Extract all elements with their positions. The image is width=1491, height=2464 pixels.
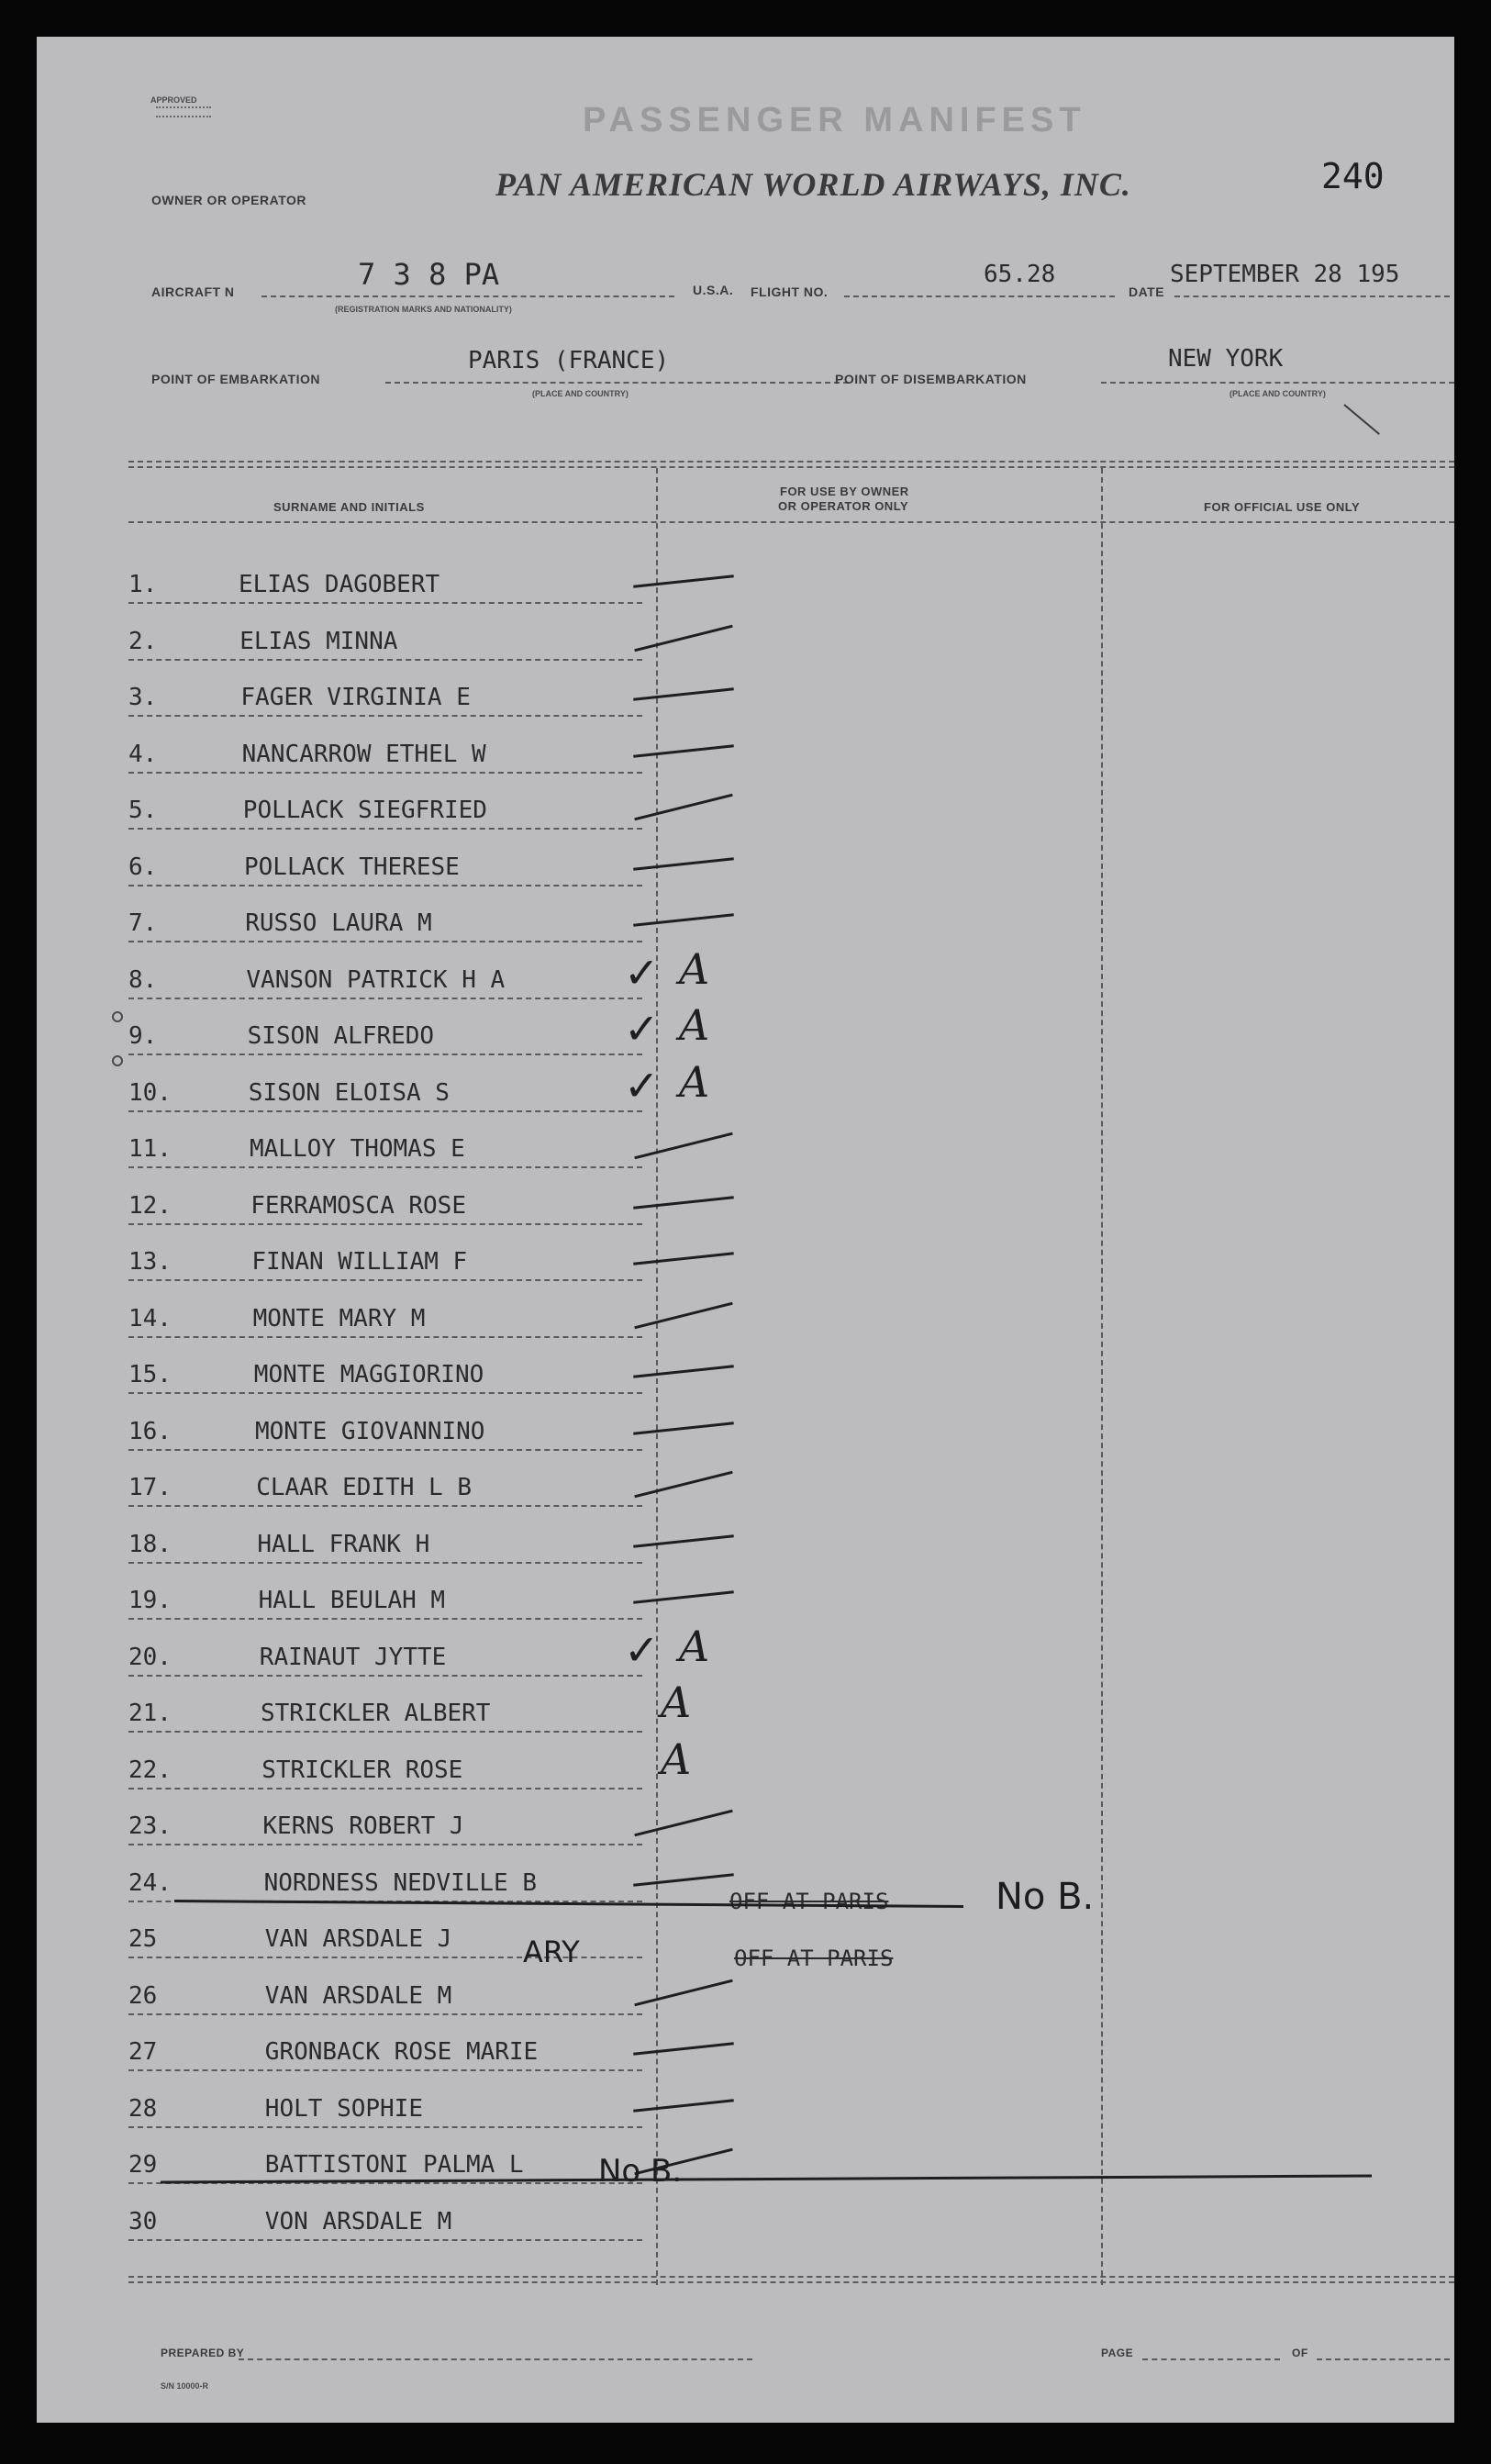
row-underline <box>128 828 642 830</box>
passenger-number: 7. <box>128 909 158 937</box>
passenger-number: 25 <box>128 1925 158 1953</box>
row-underline <box>128 2126 642 2128</box>
registration-caption: (REGISTRATION MARKS AND NATIONALITY) <box>335 305 512 314</box>
col-header-official: FOR OFFICIAL USE ONLY <box>1204 500 1361 514</box>
check-mark-tick <box>634 1810 732 1837</box>
row-underline <box>128 1618 642 1620</box>
embarkation-label: POINT OF EMBARKATION <box>151 372 320 386</box>
no-b-note-25: No B. <box>996 1876 1095 1918</box>
passenger-row <box>37 1803 734 1858</box>
row-underline <box>128 602 642 604</box>
table-top-rule <box>128 461 1454 463</box>
manifest-sheet <box>37 37 1454 2423</box>
passenger-name: HOLT SOPHIE <box>264 2094 423 2123</box>
passenger-name: MONTE MAGGIORINO <box>253 1361 484 1388</box>
passenger-number: 3. <box>128 684 158 711</box>
passenger-name: ELIAS DAGOBERT <box>239 571 440 598</box>
passenger-number: 13. <box>128 1248 172 1276</box>
passenger-name: FINAN WILLIAM F <box>251 1248 468 1276</box>
a-mark: A <box>679 1000 710 1050</box>
passenger-number: 15. <box>128 1361 172 1388</box>
ary-handwritten: ARY <box>523 1934 580 1969</box>
form-title: PASSENGER MANIFEST <box>583 101 1086 139</box>
passenger-name: VAN ARSDALE J <box>264 1925 452 1953</box>
passenger-name: RUSSO LAURA M <box>245 909 432 937</box>
passenger-number: 9. <box>128 1022 158 1050</box>
check-mark-tick <box>633 1252 734 1265</box>
row-underline <box>128 2069 642 2071</box>
passenger-name: POLLACK SIEGFRIED <box>242 797 487 824</box>
passenger-name: STRICKLER ROSE <box>261 1756 463 1784</box>
row-underline <box>128 1844 642 1845</box>
passenger-number: 14. <box>128 1304 172 1332</box>
check-mark-tick <box>633 744 734 757</box>
passenger-number: 6. <box>128 853 158 881</box>
passenger-name: FERRAMOSCA ROSE <box>250 1191 466 1220</box>
row-underline <box>128 1223 642 1225</box>
passenger-number: 18. <box>128 1530 172 1558</box>
row-underline <box>128 1675 642 1677</box>
row-underline <box>128 1166 642 1168</box>
row-underline <box>128 1788 642 1789</box>
check-mark-tick <box>633 687 734 700</box>
passenger-row <box>37 787 734 842</box>
passenger-number: 21. <box>128 1700 172 1727</box>
passenger-row <box>37 2029 734 2084</box>
passenger-name: GRONBACK ROSE MARIE <box>264 2038 539 2066</box>
of-label: OF <box>1292 2347 1308 2359</box>
passenger-name: KERNS ROBERT J <box>262 1812 464 1840</box>
passenger-name: FAGER VIRGINIA E <box>240 684 471 711</box>
passenger-row <box>37 1678 734 1745</box>
passenger-row <box>37 1916 734 1971</box>
check-mark-tick <box>634 1979 732 2006</box>
check-mark-tick <box>633 857 734 870</box>
passenger-row <box>37 1126 734 1181</box>
row-underline <box>128 1110 642 1112</box>
disembarkation-label: POINT OF DISEMBARKATION <box>835 372 1027 386</box>
passenger-number: 5. <box>128 797 158 824</box>
check-mark-tick <box>634 1471 732 1499</box>
a-mark: A <box>679 1621 710 1671</box>
a-mark: A <box>679 943 710 994</box>
airline-name: PAN AMERICAN WORLD AIRWAYS, INC. <box>495 166 1131 203</box>
passenger-row <box>37 1465 734 1520</box>
col-header-surname: SURNAME AND INITIALS <box>273 500 425 514</box>
passenger-row <box>37 1056 734 1125</box>
passenger-number: 17. <box>128 1474 172 1501</box>
check-mark-tick <box>633 1365 734 1377</box>
check-mark-tick <box>633 1873 734 1886</box>
passenger-number: 28 <box>128 2094 158 2123</box>
check-mark-tick <box>633 1534 734 1547</box>
check-mark-tick <box>633 2042 734 2055</box>
pen-stroke <box>1343 404 1380 435</box>
aircraft-label: AIRCRAFT N <box>151 284 235 299</box>
a-mark: A <box>679 1056 710 1107</box>
check-mark-tick <box>633 913 734 926</box>
column-divider-2 <box>1101 468 1103 2285</box>
passenger-name: VANSON PATRICK H A <box>246 965 506 994</box>
passenger-number: 12. <box>128 1191 172 1220</box>
passenger-name: SISON ELOISA S <box>248 1078 450 1107</box>
aircraft-value: 7 3 8 PA <box>358 257 500 292</box>
passenger-name: NORDNESS NEDVILLE B <box>263 1868 538 1897</box>
passenger-number: 20. <box>128 1643 172 1671</box>
approval-lines <box>156 106 211 112</box>
row-underline <box>128 772 642 774</box>
passenger-row <box>37 675 734 730</box>
passenger-row <box>37 844 734 899</box>
passenger-name: MONTE GIOVANNINO <box>255 1417 485 1445</box>
passenger-row <box>37 1352 734 1407</box>
passenger-name: RAINAUT JYTTE <box>259 1643 447 1671</box>
table-bottom-rule <box>128 2276 1454 2278</box>
row-underline <box>128 2239 642 2241</box>
passenger-number: 30 <box>128 2207 158 2235</box>
check-mark-tick <box>633 1422 734 1434</box>
row-underline <box>128 885 642 886</box>
flight-value: 65.28 <box>984 261 1056 288</box>
check-mark-tick <box>634 1132 732 1160</box>
form-code: S/N 10000-R <box>161 2381 209 2391</box>
owner-label: OWNER OR OPERATOR <box>151 193 306 207</box>
check-mark-tick <box>633 574 734 587</box>
passenger-row <box>37 731 734 786</box>
passenger-row <box>37 1973 734 2028</box>
passenger-name: POLLACK THERESE <box>244 853 460 881</box>
usa-label: U.S.A. <box>693 283 734 297</box>
date-label: DATE <box>1129 284 1165 299</box>
passenger-row <box>37 619 734 674</box>
row-underline <box>128 1731 642 1733</box>
a-mark: A <box>661 1678 692 1727</box>
prepared-by-label: PREPARED BY <box>161 2347 245 2359</box>
no-b-note-30: No B. <box>598 2153 683 2190</box>
passenger-name: STRICKLER ALBERT <box>261 1700 491 1727</box>
row-underline <box>128 1054 642 1055</box>
passenger-name: CLAAR EDITH L B <box>256 1474 472 1501</box>
passenger-number: 19. <box>128 1587 172 1614</box>
passenger-number: 23. <box>128 1812 172 1840</box>
check-mark-tick <box>633 1590 734 1603</box>
col-header-owner-2: OR OPERATOR ONLY <box>778 499 909 513</box>
row-underline <box>128 1449 642 1451</box>
embarkation-caption: (PLACE AND COUNTRY) <box>532 389 629 398</box>
approval-stamp: APPROVED <box>150 95 197 105</box>
embarkation-value: PARIS (FRANCE) <box>468 347 670 374</box>
passenger-number: 26 <box>128 1981 158 2010</box>
passenger-row <box>37 1296 734 1351</box>
passenger-number: 8. <box>128 965 158 994</box>
check-mark-tick <box>634 624 732 652</box>
passenger-row <box>37 2086 734 2141</box>
passenger-name: ELIAS MINNA <box>239 627 398 655</box>
passenger-number: 1. <box>128 571 158 598</box>
passenger-number: 27 <box>128 2038 158 2066</box>
check-mark-tick <box>633 2099 734 2112</box>
check-mark: ✓ <box>624 1004 660 1054</box>
check-mark-tick <box>634 1301 732 1329</box>
row-underline <box>128 2013 642 2015</box>
passenger-row <box>37 1621 734 1689</box>
page-stamp-number: 240 <box>1321 156 1385 196</box>
row-underline <box>128 998 642 999</box>
row-underline <box>128 1336 642 1338</box>
passenger-row <box>37 1522 734 1577</box>
row-underline <box>128 941 642 942</box>
passenger-name: VON ARSDALE M <box>264 2207 452 2235</box>
disembarkation-caption: (PLACE AND COUNTRY) <box>1230 389 1326 398</box>
col-header-owner-1: FOR USE BY OWNER <box>780 485 909 498</box>
passenger-number: 29 <box>128 2151 158 2179</box>
off-at-paris-note-26: OFF AT PARIS <box>734 1946 894 1971</box>
passenger-name: MALLOY THOMAS E <box>250 1135 465 1163</box>
passenger-row <box>37 1183 734 1238</box>
passenger-number: 11. <box>128 1135 172 1163</box>
passenger-name: SISON ALFREDO <box>247 1022 435 1050</box>
check-mark-tick <box>634 794 732 821</box>
row-underline <box>128 1279 642 1281</box>
passenger-number: 2. <box>128 627 158 655</box>
row-underline <box>128 1562 642 1564</box>
check-mark: ✓ <box>624 1060 660 1110</box>
check-mark: ✓ <box>624 947 660 998</box>
passenger-number: 10. <box>128 1078 172 1107</box>
row-underline <box>128 1505 642 1507</box>
passenger-row <box>37 1239 734 1294</box>
passenger-row <box>37 2199 734 2254</box>
passenger-name: VAN ARSDALE M <box>264 1981 452 2010</box>
passenger-name: HALL BEULAH M <box>258 1587 446 1614</box>
page-label: PAGE <box>1101 2347 1134 2359</box>
passenger-name: NANCARROW ETHEL W <box>241 740 486 768</box>
flight-label: FLIGHT NO. <box>751 284 829 299</box>
date-value: SEPTEMBER 28 195 <box>1170 261 1400 288</box>
passenger-name: BATTISTONI PALMA L <box>264 2151 524 2179</box>
passenger-number: 24. <box>128 1868 172 1897</box>
passenger-row <box>37 1734 734 1802</box>
a-mark: A <box>661 1734 692 1784</box>
passenger-name: HALL FRANK H <box>257 1530 430 1558</box>
passenger-number: 4. <box>128 740 158 768</box>
passenger-row <box>37 1409 734 1464</box>
row-underline <box>128 659 642 661</box>
passenger-row <box>37 1860 734 1915</box>
off-at-paris-note-25: OFF AT PARIS <box>729 1889 889 1914</box>
row-underline <box>128 715 642 717</box>
check-mark-tick <box>633 1196 734 1209</box>
passenger-number: 22. <box>128 1756 172 1784</box>
passenger-number: 16. <box>128 1417 172 1445</box>
check-mark: ✓ <box>624 1624 660 1675</box>
disembarkation-value: NEW YORK <box>1168 345 1284 373</box>
row-underline <box>128 1392 642 1394</box>
passenger-row <box>37 562 734 617</box>
passenger-name: MONTE MARY M <box>252 1304 426 1332</box>
